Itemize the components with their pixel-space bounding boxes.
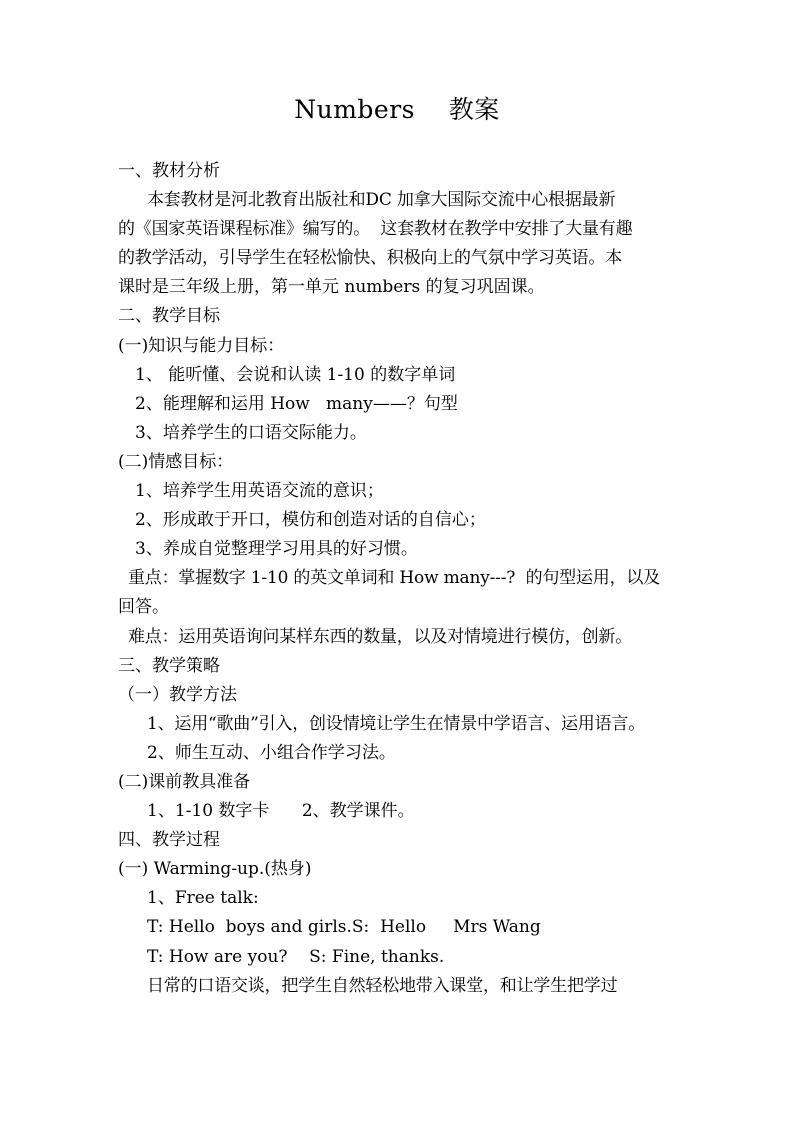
paragraph-line: 日常的口语交谈，把学生自然轻松地带入课堂，和让学生把学过 [147,975,618,996]
paragraph-line: 本套教材是河北教育出版社和DC 加拿大国际交流中心根据最新 [147,190,616,211]
list-item: 1、 能听懂、会说和认读 1-10 的数字单词 [135,364,456,385]
list-item: 1、培养学生用英语交流的意识； [135,481,384,502]
section-heading-teaching-process: 四、教学过程 [118,830,220,851]
list-item: 1、运用“歌曲”引入，创设情境让学生在情景中学语言、运用语言。 [147,713,645,734]
paragraph-line: 课时是三年级上册，第一单元 numbers 的复习巩固课。 [118,277,545,298]
key-point-line: 重点：掌握数字 1-10 的英文单词和 How many---? 的句型运用，以及 [128,568,660,589]
list-item: 3、培养学生的口语交际能力。 [135,422,367,443]
list-item: 2、形成敢于开口，模仿和创造对话的自信心； [135,510,486,531]
list-item: 1、1-10 数字卡 2、教学课件。 [147,801,415,822]
document-title: Numbers 教案 [294,95,500,124]
key-point-line: 回答。 [118,597,169,618]
list-item: 3、养成自觉整理学习用具的好习惯。 [135,539,418,560]
list-item: 2、能理解和运用 How many——？句型 [135,393,458,414]
subsection-heading: (二)情感目标： [118,451,234,472]
subsection-heading: （一）教学方法 [118,684,237,705]
list-item: 2、师生互动、小组合作学习法。 [147,742,396,763]
section-heading-teaching-goals: 二、教学目标 [118,306,220,327]
section-heading-teaching-strategy: 三、教学策略 [118,655,220,676]
paragraph-line: 的教学活动，引导学生在轻松愉快、积极向上的气氛中学习英语。本 [118,248,622,269]
subsection-heading: (一)知识与能力目标： [118,335,285,356]
subsection-heading: (一) Warming-up.(热身) [118,859,312,880]
document-body [118,157,678,1001]
dialogue-line: T: How are you? S: Fine, thanks. [147,946,445,967]
dialogue-line: T: Hello boys and girls.S: Hello Mrs Wang [147,917,541,938]
list-item: 1、Free talk: [147,888,259,909]
subsection-heading: (二)课前教具准备 [118,771,251,792]
paragraph-line: 的《国家英语课程标准》编写的。 这套教材在教学中安排了大量有趣 [118,219,633,240]
difficult-point-line: 难点：运用英语询问某样东西的数量，以及对情境进行模仿，创新。 [128,626,632,647]
section-heading-teaching-material: 一、教材分析 [118,161,220,181]
